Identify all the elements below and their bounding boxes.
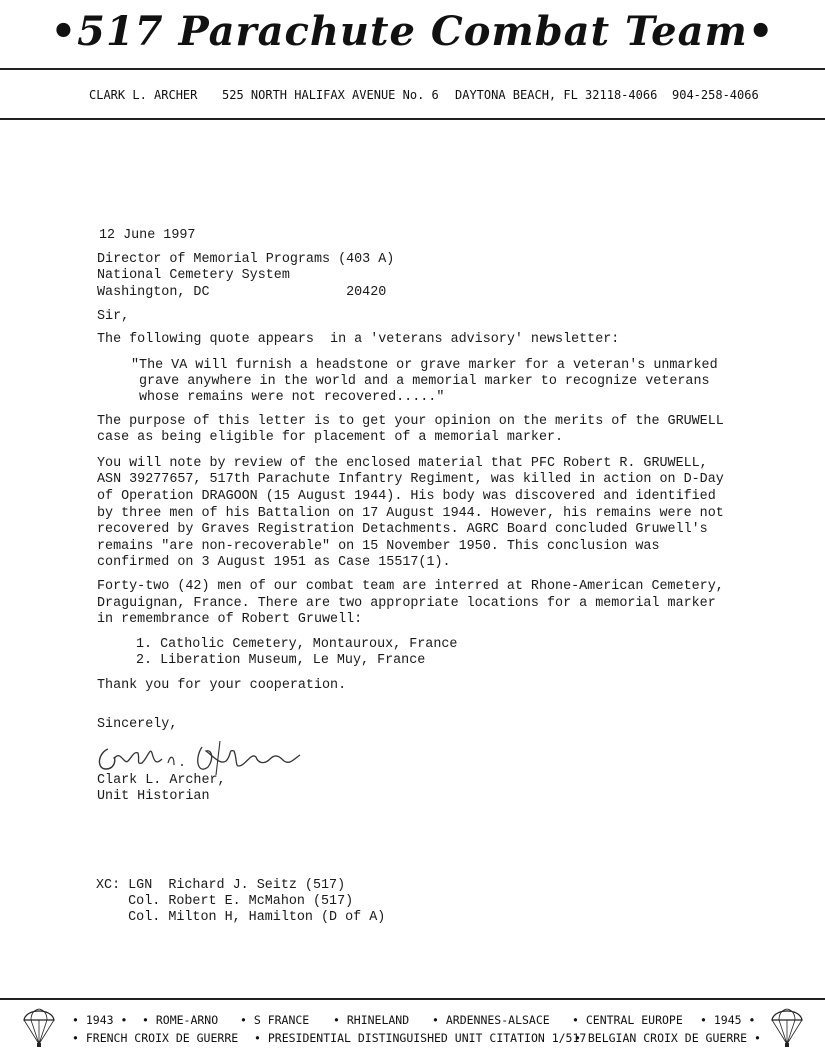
location-item: 1. Catholic Cemetery, Montauroux, France [136,637,458,652]
letter-date: 12 June 1997 [99,228,196,243]
campaign-footer [0,1008,825,1054]
location-item: 2. Liberation Museum, Le Muy, France [136,653,426,668]
paragraph-purpose: case as being eligible for placement of a memorial marker. [97,430,564,445]
sender-address: 525 NORTH HALIFAX AVENUE No. 6 [222,88,439,102]
paragraph-case: of Operation DRAGOON (15 August 1944). His body was discovered and identified [97,489,716,504]
paragraph-locations: Draguignan, France. There are two appropriate locations for a memorial marker [97,596,716,611]
footer-award: • PRESIDENTIAL DISTINGUISHED UNIT CITATION 1/517 [254,1031,587,1045]
paragraph-locations: in remembrance of Robert Gruwell: [97,612,363,627]
footer-award: • BELGIAN CROIX DE GUERRE • [574,1031,761,1045]
sender-name: CLARK L. ARCHER [89,88,198,102]
paragraph-locations: Forty-two (42) men of our combat team are interred at Rhone-American Cemetery, [97,579,724,594]
paragraph-case: confirmed on 3 August 1951 as Case 15517(1). [97,555,451,570]
cc-line: Col. Milton H, Hamilton (D of A) [96,910,386,925]
signer-name: Clark L. Archer, [97,773,226,788]
recipient-line: Director of Memorial Programs (403 A) [97,252,395,267]
paragraph-intro: The following quote appears in a 'veterans advisory' newsletter: [97,332,620,347]
signer-title: Unit Historian [97,789,210,804]
paragraph-case: by three men of his Battalion on 17 August 1944. However, his remains were not [97,506,724,521]
footer-campaign: • RHINELAND [333,1013,410,1027]
sender-phone: 904-258-4066 [672,88,759,102]
sender-city: DAYTONA BEACH, FL 32118-4066 [455,88,658,102]
quote-line: "The VA will furnish a headstone or grave marker for a veteran's unmarked [131,358,718,373]
footer-campaign: • S FRANCE [240,1013,310,1027]
thanks-line: Thank you for your cooperation. [97,678,347,693]
paragraph-purpose: The purpose of this letter is to get your opinion on the merits of the GRUWELL [97,414,724,429]
handwritten-signature [94,735,334,781]
closing: Sincerely, [97,717,178,732]
cc-line: Col. Robert E. McMahon (517) [96,894,354,909]
paragraph-case: remains "are non-recoverable" on 15 November 1950. This conclusion was [97,539,660,554]
paragraph-case: You will note by review of the enclosed material that PFC Robert R. GRUWELL, [97,456,708,471]
footer-campaign: • ROME-ARNO [142,1013,219,1027]
footer-campaign: • ARDENNES-ALSACE [432,1013,550,1027]
quote-line: whose remains were not recovered....." [139,390,445,405]
footer-award: • FRENCH CROIX DE GUERRE [72,1031,239,1045]
paragraph-case: ASN 39277657, 517th Parachute Infantry Regiment, was killed in action on D-Day [97,472,724,487]
salutation: Sir, [97,309,130,324]
letterhead-title: •517 Parachute Combat Team• [50,8,775,55]
quote-line: grave anywhere in the world and a memorial marker to recognize veterans [139,374,710,389]
footer-campaign: • 1943 • [72,1013,128,1027]
footer-campaign: • 1945 • [700,1013,756,1027]
footer-campaign: • CENTRAL EUROPE [572,1013,683,1027]
paragraph-case: recovered by Graves Registration Detachments. AGRC Board concluded Gruwell's [97,522,708,537]
cc-line: XC: LGN Richard J. Seitz (517) [96,878,346,893]
recipient-line: Washington, DC 20420 [97,285,387,300]
footer-rule [0,998,825,1000]
recipient-line: National Cemetery System [97,268,290,283]
